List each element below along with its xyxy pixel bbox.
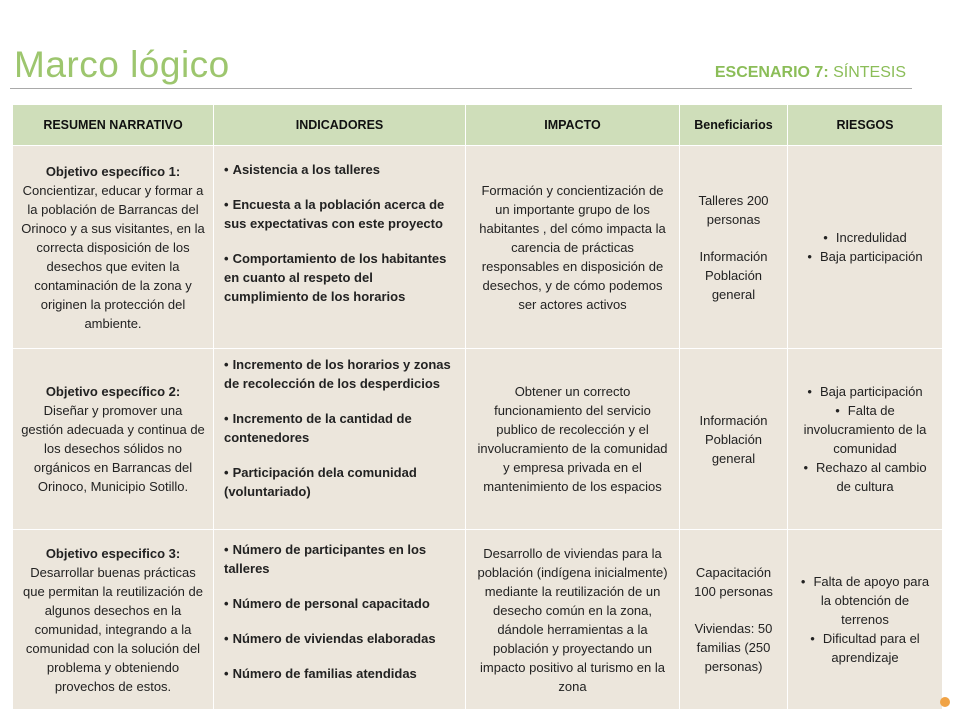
beneficiary-item: Capacitación 100 personas (694, 565, 773, 599)
beneficiaries-cell (680, 530, 788, 710)
indicator-item: • Comportamiento de los habitantes en cuanto al respeto del cumplimiento de los horarios (224, 249, 457, 306)
objective-text: Desarrollar buenas prácticas que permitan la reutilización de algunos desechos en la comunidad, integrando a la comunidad con la solución del problema y obteniendo provechos de estos. (23, 564, 203, 694)
risk-item: • Falta de apoyo para la obtención de terrenos (796, 572, 934, 629)
title-divider (10, 88, 912, 89)
beneficiary-item: Información Población general (699, 248, 768, 302)
indicators-cell (214, 349, 466, 530)
risks-cell (788, 349, 943, 530)
scenario-subtitle (715, 64, 906, 82)
indicator-item: • Incremento de los horarios y zonas de recolección de los desperdicios (224, 355, 457, 393)
logical-framework-table (12, 104, 943, 710)
indicator-item: • Número de viviendas elaboradas (224, 629, 457, 648)
risk-item: • Baja participación (796, 247, 934, 266)
indicator-item: • Número de familias atendidas (224, 664, 457, 683)
beneficiary-item: Talleres 200 personas (698, 192, 769, 227)
risk-item: • Incredulidad (796, 228, 934, 247)
indicator-item: • Incremento de la cantidad de contenedores (224, 409, 457, 447)
risk-item: • Dificultad para el aprendizaje (796, 629, 934, 667)
objective-cell (13, 349, 214, 530)
risks-cell (788, 530, 943, 710)
objective-text: Diseñar y promover una gestión adecuada y continua de los desechos sólidos no orgánicos en Barrancas del Orinoco, Municipio Sotillo. (21, 403, 205, 494)
objective-cell (13, 146, 214, 349)
objective-cell (13, 530, 214, 710)
indicator-item: • Participación dela comunidad (voluntariado) (224, 463, 457, 501)
indicator-item: • Número de personal capacitado (224, 594, 457, 613)
objective-title: Objetivo específico 2: (45, 384, 181, 399)
risk-item: • Baja participación (796, 382, 934, 401)
header-impacto: IMPACTO (466, 105, 680, 146)
table-header-row (13, 105, 943, 146)
impact-cell: Obtener un correcto funcionamiento del servicio publico de recolección y el involucramiento de la comunidad y empresa privada en el mantenimiento de los espacios (466, 349, 680, 530)
header-indicadores: INDICADORES (214, 105, 466, 146)
risk-item: • Rechazo al cambio de cultura (796, 458, 934, 496)
accent-dot (940, 697, 950, 707)
header-riesgos: RIESGOS (788, 105, 943, 146)
objective-text: Concientizar, educar y formar a la población de Barrancas del Orinoco y a sus visitantes, en la correcta disposición de los desechos que eviten la contaminación de la zona y originen la protección del ambiente. (21, 182, 205, 331)
beneficiary-item: Viviendas: 50 familias (250 personas) (694, 621, 773, 674)
objective-title: Objetivo especifico 3: (45, 545, 181, 561)
risks-cell (788, 146, 943, 349)
impact-cell: Desarrollo de viviendas para la población (indígena inicialmente) mediante la reutilización de un desecho común en la zona, dándole herramientas a la población y proyectando un impacto positivo al turismo en la zona (466, 530, 680, 710)
beneficiary-item: Información Población general (699, 412, 768, 466)
table-row (13, 530, 943, 710)
objective-title: Objetivo específico 1: (45, 163, 181, 179)
impact-cell: Formación y concientización de un importante grupo de los habitantes , del cómo impacta la carencia de prácticas responsables en disposición de desechos, y de cómo podemos ser actores activos (466, 146, 680, 349)
indicator-item: • Número de participantes en los talleres (224, 540, 457, 578)
beneficiaries-cell (680, 146, 788, 349)
indicator-item: • Asistencia a los talleres (224, 160, 457, 179)
indicators-cell (214, 146, 466, 349)
scenario-name: SÍNTESIS (828, 64, 906, 81)
indicators-cell (214, 530, 466, 710)
scenario-label: ESCENARIO 7: (714, 64, 829, 81)
table-row (13, 349, 943, 530)
risk-item: • Falta de involucramiento de la comunidad (796, 401, 934, 458)
header-resumen-narrativo: RESUMEN NARRATIVO (13, 105, 214, 146)
table-row (13, 146, 943, 349)
page-title: Marco lógico (14, 44, 230, 85)
header-beneficiarios: Beneficiarios (680, 105, 788, 146)
indicator-item: • Encuesta a la población acerca de sus expectativas con este proyecto (224, 195, 457, 233)
beneficiaries-cell (680, 349, 788, 530)
